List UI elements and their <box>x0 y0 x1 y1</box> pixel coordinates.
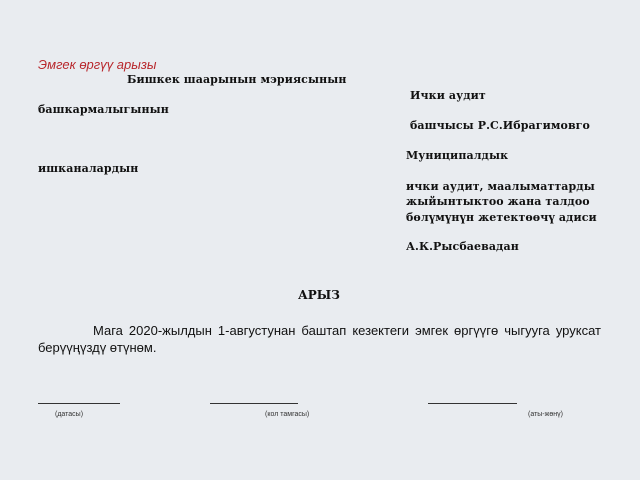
header-line-2: Ички аудит <box>410 89 486 102</box>
name-line <box>428 403 517 404</box>
header-line-6: ишканалардын <box>38 162 139 175</box>
header-line-4: башчысы Р.С.Ибрагимовго <box>410 119 590 132</box>
document-title: Эмгек өргүү арызы <box>38 57 157 72</box>
header-line-1: Бишкек шаарынын мэриясынын <box>127 73 347 86</box>
date-caption: (датасы) <box>55 411 84 418</box>
name-caption: (аты-жөнү) <box>528 411 563 418</box>
header-line-8: жыйынтыктоо жана талдоо <box>406 195 590 208</box>
date-line <box>38 403 120 404</box>
signature-line <box>210 403 298 404</box>
document-heading: АРЫЗ <box>298 288 340 302</box>
signature-caption: (кол тамгасы) <box>265 411 310 418</box>
header-line-5: Муниципалдык <box>406 149 509 162</box>
body-paragraph: Мага 2020-жылдын 1-августунан баштап кезектеги эмгек өргүүгө чыгууга уруксат берүүңүздү өтүнөм. <box>38 323 601 355</box>
header-line-3: башкармалыгынын <box>38 103 169 116</box>
header-line-7: ички аудит, маалыматтарды <box>406 180 595 193</box>
header-line-9: бөлүмүнүн жетектөөчү адиси <box>406 211 597 224</box>
header-line-10: А.К.Рысбаевадан <box>406 240 519 253</box>
